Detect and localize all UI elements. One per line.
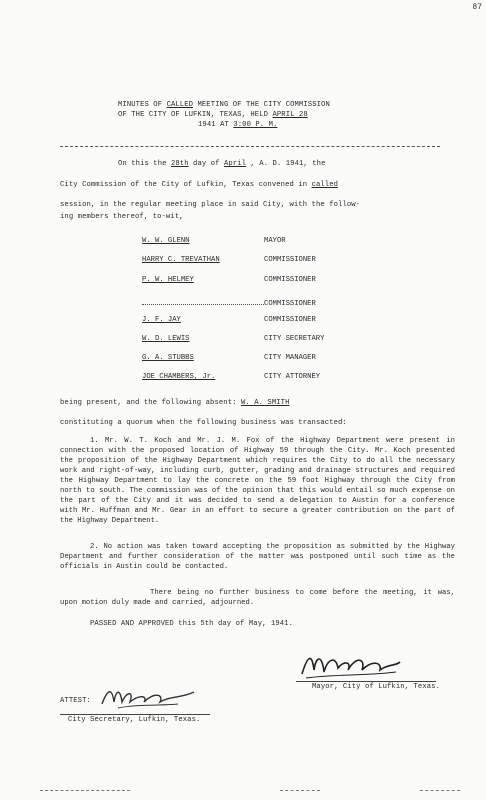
minutes-item-2: 2. No action was taken toward accepting the proposition as submitted by the Highway Department and further consideration of the matter was postponed until such time as the officials in Austin could be contacted. — [60, 543, 455, 571]
intro-text: day of — [193, 160, 220, 168]
mayor-signature — [296, 648, 406, 682]
secretary-signature — [98, 682, 198, 712]
intro-text: City Commission of the City of Lufkin, Texas convened in — [60, 181, 308, 189]
header-divider — [60, 146, 440, 148]
absent-text: being present, and the following absent: — [60, 399, 237, 407]
roster-title: COMMISSIONER — [264, 300, 316, 308]
roster-title: COMMISSIONER — [264, 256, 316, 264]
passed-line: PASSED AND APPROVED this 5th day of May, 1941. — [90, 620, 294, 628]
intro-line-3: session, in the regular meeting place in said City, with the follow- — [60, 201, 361, 209]
header-suffix: MEETING OF THE CITY COMMISSION — [197, 101, 330, 109]
intro-line-4: ing members thereof, to-wit, — [60, 213, 184, 221]
closing-paragraph: There being no further business to come before the meeting, it was, upon motion duly made and carried, adjourned. — [60, 589, 455, 607]
header-line-1 — [118, 101, 330, 110]
intro-line-1 — [118, 160, 325, 169]
intro-line-2 — [60, 181, 338, 190]
roster-row — [142, 296, 316, 308]
scan-mark — [420, 790, 460, 792]
scan-mark — [280, 790, 320, 792]
header-line-3 — [198, 121, 277, 130]
roster-name: JOE CHAMBERS, Jr. — [142, 373, 216, 381]
intro-day: 28th — [170, 160, 189, 168]
mayor-signature-line — [296, 681, 436, 682]
roster-title: COMMISSIONER — [264, 316, 316, 324]
meeting-type: CALLED — [166, 101, 194, 109]
intro-text: On this the — [118, 160, 167, 168]
header-line-2 — [118, 111, 308, 120]
intro-text: , A. D. 1941, the — [250, 160, 326, 168]
roster-row — [142, 276, 316, 284]
header-prefix: MINUTES OF — [118, 101, 163, 109]
secretary-signature-line — [60, 714, 210, 715]
scan-mark — [40, 790, 130, 792]
roster-name-blank — [142, 296, 264, 305]
mayor-caption: Mayor, City of Lufkin, Texas. — [312, 683, 440, 691]
roster-name: G. A. STUBBS — [142, 354, 194, 362]
roster-title: CITY SECRETARY — [264, 335, 325, 343]
meeting-date: APRIL 28 — [272, 111, 308, 119]
intro-session-type: called — [311, 181, 339, 189]
page-number: 87 — [472, 3, 482, 12]
header-year: 1941 AT — [198, 121, 229, 129]
roster-row — [142, 335, 324, 343]
roster-title: COMMISSIONER — [264, 276, 316, 284]
intro-month: April — [223, 160, 247, 168]
roster-title: CITY MANAGER — [264, 354, 316, 362]
minutes-item-1: 1. Mr. W. T. Koch and Mr. J. M. Fox of the Highway Department were present in connection with the proposed location of Highway 59 through the City. Mr. Koch presented the proposition of the Highway Department which requires the City to do all the necessary work and right-of-way, including curb, gutter, grading and drainage structures and required the Highway Department to lay the concrete on the 59 foot Highway through the City from north to south. The commission was of the opinion that this would entail so much expense on the part of the City and it was decided to send a delegation to Austin for a conference with Mr. Huffman and Mr. Gear in an effort to secure a greater contribution on the part of the Highway Department. — [60, 437, 455, 525]
roster-name: P. W. HELMEY — [142, 276, 194, 284]
roster-row — [142, 354, 316, 362]
absent-name: W. A. SMITH — [240, 399, 290, 407]
roster-name: HARRY C. TREVATHAN — [142, 256, 220, 264]
quorum-line: constituting a quorum when the following business was transacted: — [60, 419, 347, 427]
roster-name: W. W. GLENN — [142, 237, 190, 245]
roster-title: CITY ATTORNEY — [264, 373, 321, 381]
roster-name: W. D. LEWIS — [142, 335, 190, 343]
attest-label: ATTEST: — [60, 697, 91, 705]
roster-row — [142, 373, 320, 381]
roster-title: MAYOR — [264, 237, 286, 245]
roster-row — [142, 256, 316, 264]
meeting-time: 3:00 P. M. — [233, 121, 278, 129]
roster-row — [142, 237, 286, 245]
header-city: OF THE CITY OF LUFKIN, TEXAS, HELD — [118, 111, 269, 119]
secretary-caption: City Secretary, Lufkin, Texas. — [68, 716, 201, 724]
absent-line — [60, 399, 290, 408]
roster-name: J. F. JAY — [142, 316, 181, 324]
roster-row — [142, 316, 316, 324]
